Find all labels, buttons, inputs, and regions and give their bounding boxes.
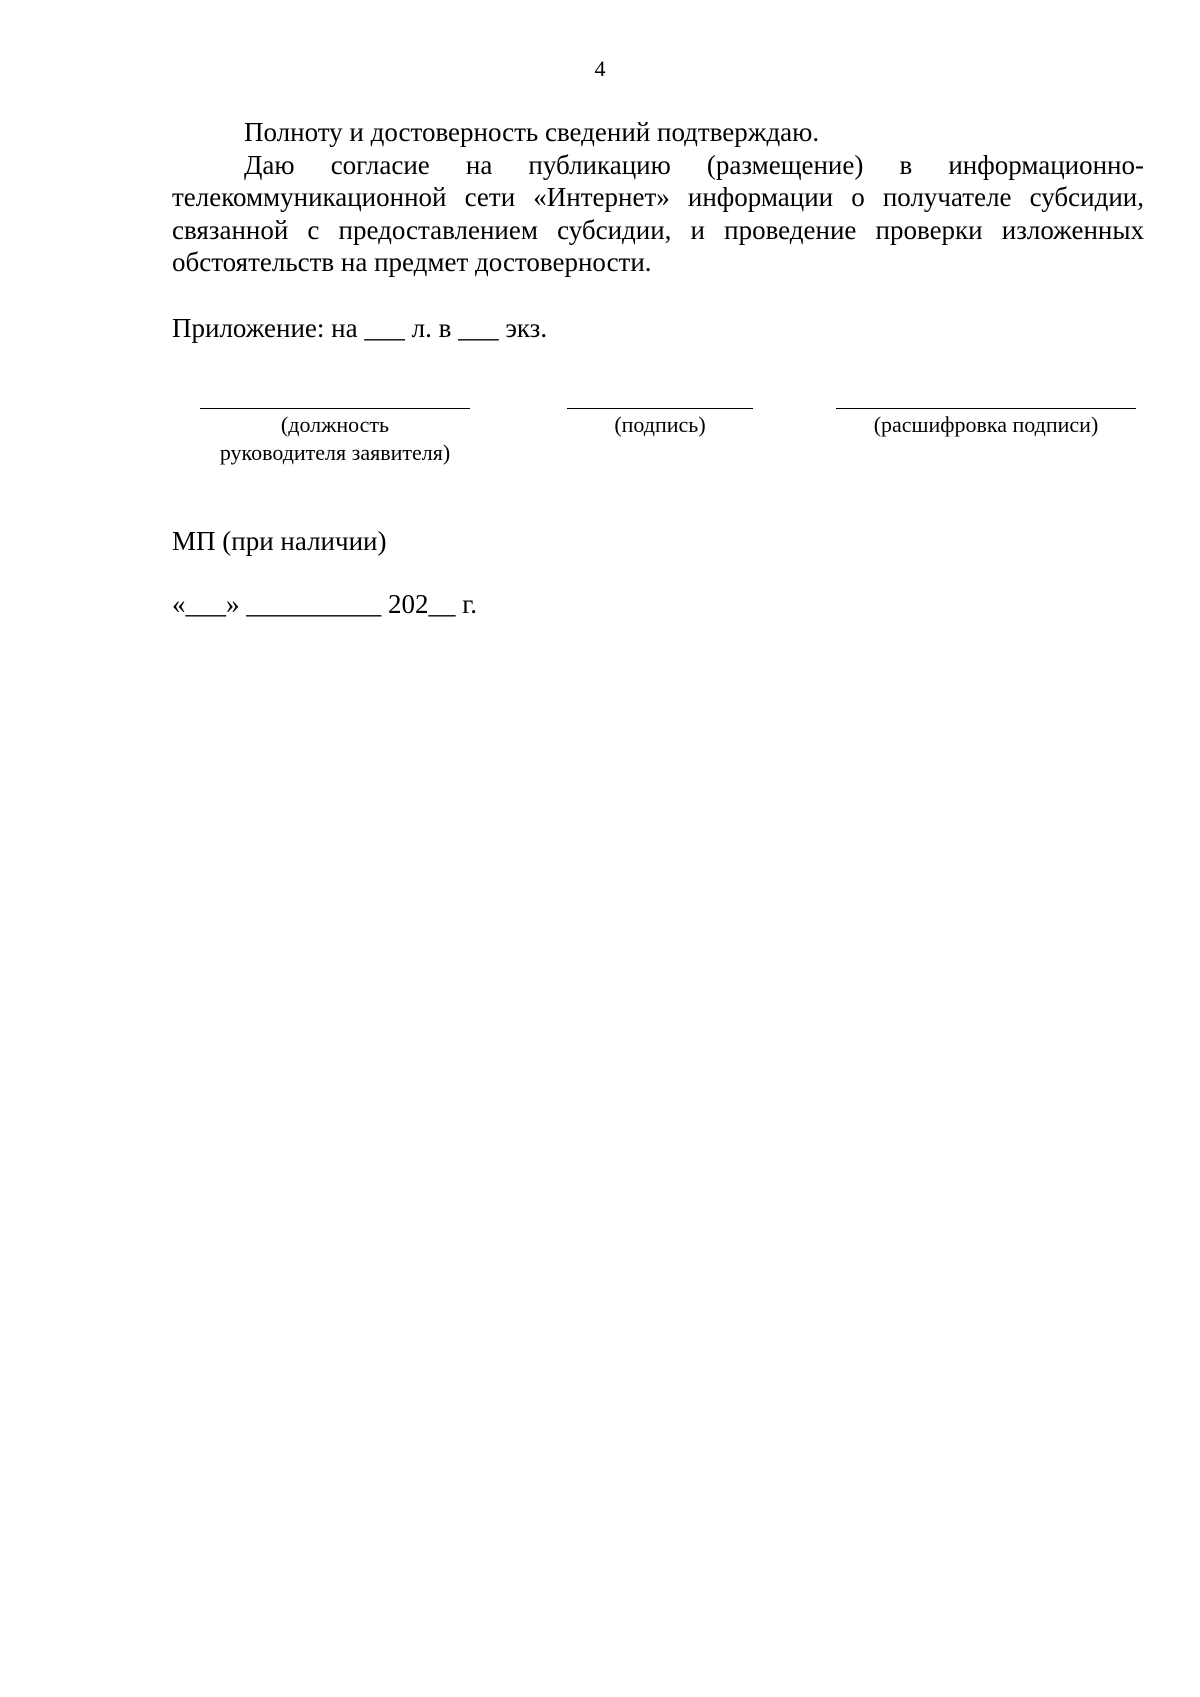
seal-text: МП (при наличии) — [172, 526, 387, 556]
signature-blank-line — [567, 408, 753, 409]
decryption-signature-field — [836, 408, 1136, 439]
position-caption-line-2: руководителя заявителя) — [219, 440, 451, 465]
date-line: «___» __________ 202__ г. — [172, 589, 478, 619]
confirmation-text — [172, 116, 1144, 279]
decryption-caption: (расшифровка подписи) — [873, 412, 1099, 437]
position-caption-line-1: (должность — [280, 412, 390, 437]
signature-field — [567, 408, 753, 439]
position-caption — [188, 411, 482, 467]
decryption-blank-line — [836, 408, 1136, 409]
page-number: 4 — [594, 56, 606, 81]
paragraph-consent: Даю согласие на публикацию (размещение) в информационно-телекоммуникационной сети «Интернет» информации о получателе субсидии, связанной с предоставлением субсидии, и проведение проверки изложенных обстоятельств на предмет достоверности. — [172, 149, 1144, 277]
position-blank-line — [200, 408, 470, 409]
attachment-line: Приложение: на ___ л. в ___ экз. — [172, 313, 548, 343]
paragraph-confirmation: Полноту и достоверность сведений подтверждаю. — [244, 117, 820, 147]
signature-caption: (подпись) — [614, 412, 706, 437]
position-signature-field — [200, 408, 470, 467]
